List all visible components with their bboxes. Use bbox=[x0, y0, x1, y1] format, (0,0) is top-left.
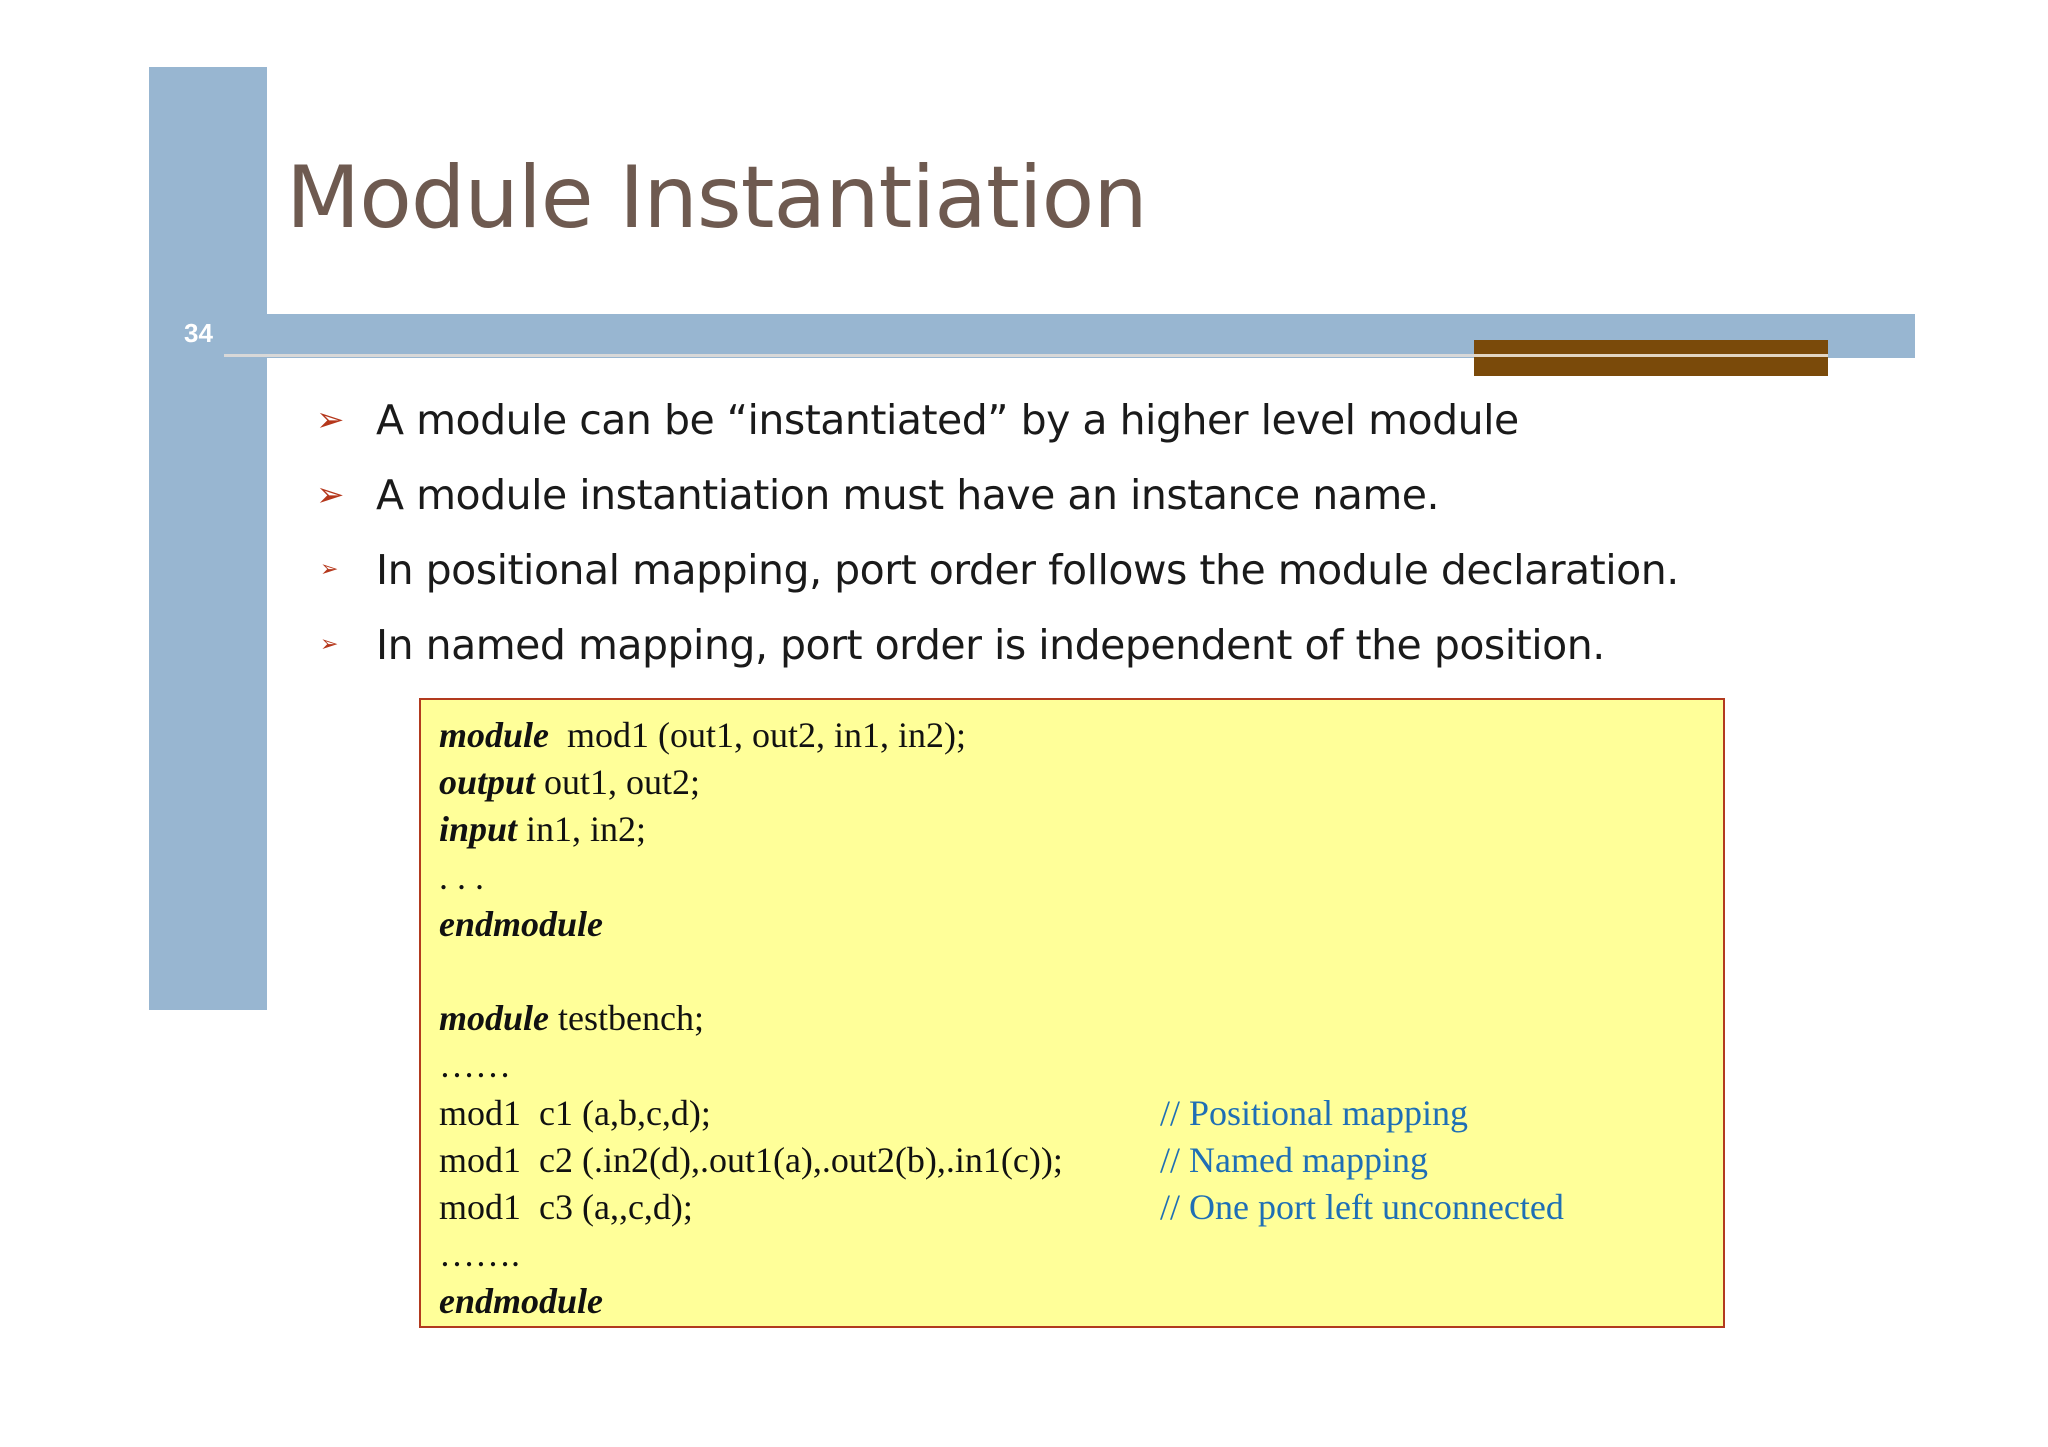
code-line bbox=[439, 759, 1723, 806]
code-text: out1, out2; bbox=[535, 762, 701, 803]
code-line bbox=[439, 1090, 1723, 1137]
code-keyword: module bbox=[439, 998, 550, 1039]
code-line bbox=[439, 806, 1723, 853]
code-comment: // One port left unconnected bbox=[1160, 1186, 1564, 1227]
code-text: in1, in2; bbox=[517, 809, 647, 850]
code-keyword: input bbox=[439, 809, 518, 850]
code-block bbox=[419, 698, 1725, 1328]
bullet-list bbox=[316, 382, 1679, 682]
brown-accent-bar bbox=[1474, 340, 1828, 376]
code-text: ……. bbox=[439, 1234, 520, 1275]
code-line bbox=[439, 995, 1723, 1042]
code-line bbox=[439, 1184, 1723, 1231]
code-comment: // Positional mapping bbox=[1160, 1092, 1469, 1133]
code-line bbox=[439, 1278, 1723, 1325]
code-keyword: endmodule bbox=[439, 1281, 604, 1322]
code-text: …… bbox=[439, 1045, 511, 1086]
slide-title: Module Instantiation bbox=[286, 148, 1147, 248]
code-comment: // Named mapping bbox=[1160, 1139, 1428, 1180]
bullet-item bbox=[316, 457, 1679, 532]
bullet-item bbox=[316, 382, 1679, 457]
code-text: mod1 c2 (.in2(d),.out1(a),.out2(b),.in1(c)); bbox=[439, 1139, 1063, 1180]
code-line bbox=[439, 901, 1723, 948]
code-line bbox=[439, 854, 1723, 901]
code-keyword: output bbox=[439, 762, 536, 803]
code-keyword: endmodule bbox=[439, 903, 604, 944]
code-text: mod1 (out1, out2, in1, in2); bbox=[549, 715, 967, 755]
code-text: mod1 c3 (a,,c,d); bbox=[439, 1186, 693, 1227]
code-line bbox=[439, 1231, 1723, 1278]
code-line bbox=[439, 1042, 1723, 1089]
code-text: mod1 c1 (a,b,c,d); bbox=[439, 1092, 711, 1133]
code-blank-line bbox=[439, 948, 1723, 995]
bullet-text: A module can be “instantiated” by a higher level module bbox=[376, 395, 1519, 444]
small-arrow-bullet-icon: ➢ bbox=[320, 556, 339, 582]
code-text: testbench; bbox=[549, 998, 704, 1039]
arrow-bullet-icon: ➢ bbox=[316, 399, 345, 440]
divider-line bbox=[224, 354, 1474, 357]
bullet-text: In named mapping, port order is independent of the position. bbox=[376, 620, 1605, 669]
bullet-item bbox=[316, 532, 1679, 607]
slide-number: 34 bbox=[184, 318, 213, 348]
arrow-bullet-icon: ➢ bbox=[316, 474, 345, 515]
small-arrow-bullet-icon: ➢ bbox=[320, 631, 339, 657]
code-line bbox=[439, 1137, 1723, 1184]
code-text: . . . bbox=[439, 856, 484, 897]
bullet-text: A module instantiation must have an instance name. bbox=[376, 470, 1440, 519]
bullet-item bbox=[316, 607, 1679, 682]
code-line bbox=[439, 712, 1723, 759]
left-accent-bar bbox=[149, 67, 267, 1010]
bullet-text: In positional mapping, port order follows the module declaration. bbox=[376, 545, 1679, 594]
code-keyword: module bbox=[439, 715, 550, 755]
